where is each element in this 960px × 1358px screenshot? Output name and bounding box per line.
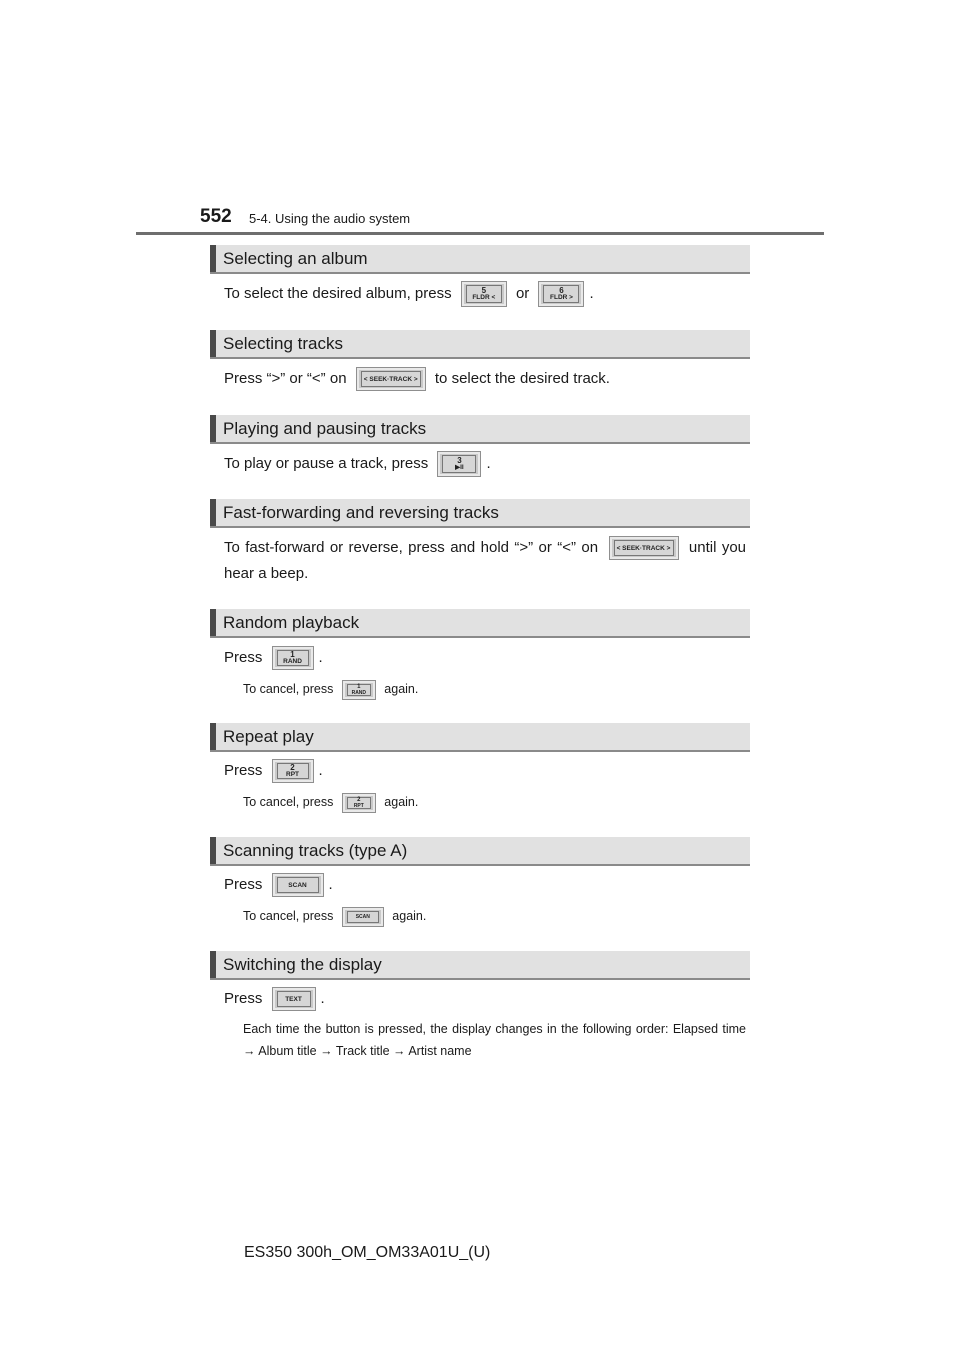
play-pause-button[interactable]	[437, 451, 481, 477]
note-text: again.	[384, 682, 419, 696]
instruction-text: Press “>” or “<” on	[224, 370, 347, 387]
button-number: 5	[481, 286, 487, 296]
rpt-button[interactable]	[272, 759, 314, 783]
instruction-text: .	[318, 762, 323, 779]
instruction-text: Press	[224, 990, 263, 1007]
button-label: < SEEK·TRACK >	[361, 371, 421, 387]
note-text: To cancel, press	[243, 909, 334, 923]
display-instruction	[224, 986, 325, 1012]
instruction-text: to select the desired track.	[434, 370, 610, 387]
heading-title: Fast-forwarding and reversing tracks	[223, 503, 499, 522]
page-number: 552	[200, 206, 232, 227]
button-number: 3	[457, 456, 462, 466]
heading-selecting-tracks	[210, 330, 750, 359]
heading-marker	[210, 723, 216, 750]
heading-title: Random playback	[223, 613, 360, 632]
instruction-text: To select the desired album, press	[224, 285, 452, 302]
heading-marker	[210, 330, 216, 357]
button-number: 1	[357, 683, 361, 690]
button-number: 6	[559, 286, 564, 296]
button-label: RPT	[286, 771, 300, 779]
instruction-text: .	[318, 649, 323, 666]
heading-play-pause	[210, 415, 750, 444]
display-description: Each time the button is pressed, the display changes in the following order: Elapsed time → Album title → Track title → Artist name	[243, 1022, 746, 1058]
button-label: RPT	[353, 802, 364, 809]
header-divider	[136, 232, 824, 235]
note-text: again.	[392, 909, 427, 923]
text-button[interactable]	[272, 987, 316, 1011]
repeat-cancel-note	[243, 791, 418, 813]
instruction-text: Press	[224, 649, 263, 666]
heading-marker	[210, 245, 216, 272]
seek-track-button[interactable]	[609, 536, 679, 560]
button-label: SCAN	[277, 877, 319, 893]
heading-random-playback	[210, 609, 750, 638]
instruction-text: To fast-forward or reverse, press and hold “>” or “<” on	[224, 539, 599, 556]
seek-track-button[interactable]	[356, 367, 426, 391]
heading-scanning-tracks	[210, 837, 750, 866]
button-label: FLDR >	[550, 294, 573, 302]
random-instruction	[224, 645, 323, 671]
instruction-text: .	[486, 455, 491, 472]
heading-repeat-play	[210, 723, 750, 752]
heading-title: Selecting an album	[223, 249, 368, 268]
play-pause-instruction	[224, 451, 491, 477]
button-label: RAND	[283, 658, 302, 666]
instruction-text: until you hear a beep.	[224, 539, 747, 582]
random-cancel-note	[243, 678, 418, 700]
note-text: To cancel, press	[243, 795, 334, 809]
fldr-down-button[interactable]	[461, 281, 507, 307]
rpt-button[interactable]	[342, 793, 376, 813]
heading-marker	[210, 951, 216, 978]
instruction-text: .	[328, 876, 333, 893]
note-text: To cancel, press	[243, 682, 334, 696]
instruction-text: or	[515, 285, 530, 302]
fldr-up-button[interactable]	[538, 281, 584, 307]
heading-switching-display	[210, 951, 750, 980]
heading-title: Scanning tracks (type A)	[223, 841, 408, 860]
instruction-text: Press	[224, 762, 263, 779]
repeat-instruction	[224, 758, 323, 784]
scan-instruction	[224, 872, 333, 898]
button-label: RAND	[351, 689, 367, 696]
instruction-text: .	[320, 990, 325, 1007]
button-label: ▶II	[455, 464, 464, 472]
rand-button[interactable]	[342, 680, 376, 700]
heading-title: Switching the display	[223, 955, 382, 974]
button-number: 2	[290, 763, 295, 773]
fast-forward-instruction	[224, 535, 746, 587]
scan-button[interactable]	[272, 873, 324, 897]
scan-cancel-note	[243, 905, 426, 927]
heading-marker	[210, 499, 216, 526]
heading-selecting-album	[210, 245, 750, 274]
album-instruction	[224, 281, 594, 307]
instruction-text: Press	[224, 876, 263, 893]
button-label: FLDR <	[472, 294, 496, 302]
button-number: 2	[357, 796, 361, 803]
heading-title: Repeat play	[223, 727, 314, 746]
button-label: TEXT	[277, 991, 311, 1007]
footer-model-code: ES350 300h_OM_OM33A01U_(U)	[244, 1244, 491, 1261]
heading-marker	[210, 415, 216, 442]
note-text: again.	[384, 795, 419, 809]
button-number: 1	[290, 650, 295, 660]
instruction-text: To play or pause a track, press	[224, 455, 429, 472]
heading-fast-forward	[210, 499, 750, 528]
section-title: 5-4. Using the audio system	[249, 211, 411, 226]
heading-marker	[210, 837, 216, 864]
heading-marker	[210, 609, 216, 636]
heading-title: Playing and pausing tracks	[223, 419, 427, 438]
button-label: SCAN	[347, 911, 379, 923]
tracks-instruction	[224, 366, 610, 392]
rand-button[interactable]	[272, 646, 314, 670]
scan-button[interactable]	[342, 907, 384, 927]
button-label: < SEEK·TRACK >	[614, 540, 674, 556]
heading-title: Selecting tracks	[223, 334, 343, 353]
instruction-text: .	[589, 285, 594, 302]
